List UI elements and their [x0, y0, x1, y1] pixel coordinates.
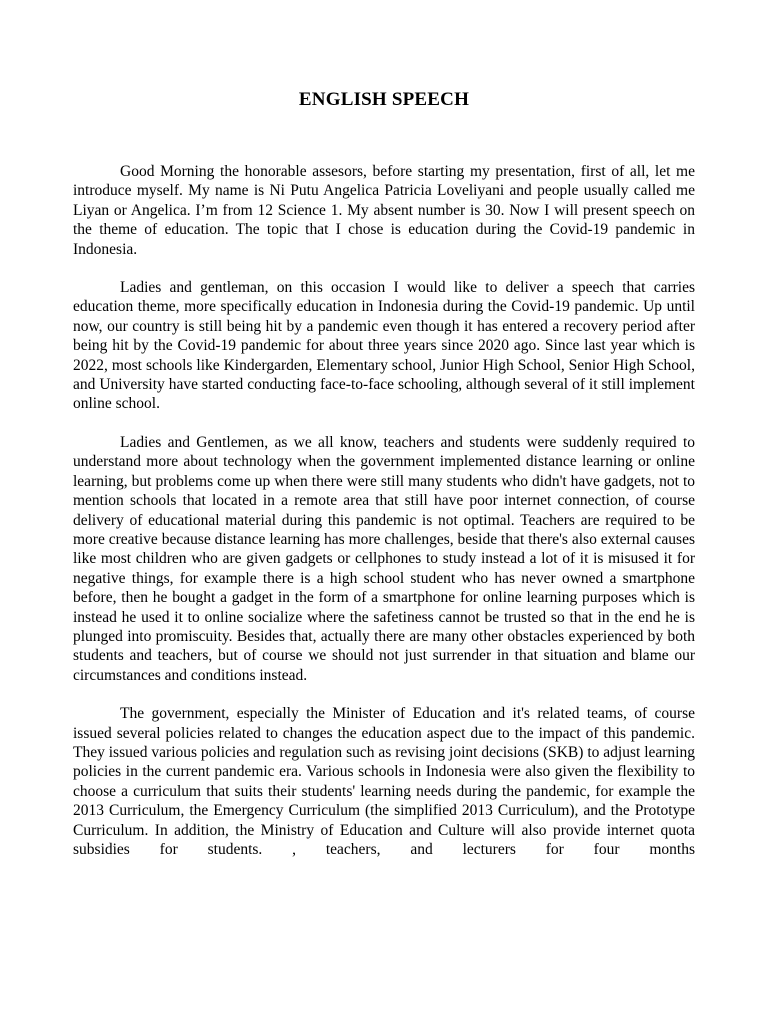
paragraph-government-policies: The government, especially the Minister of Education and it's related teams, of course issued several policies related to changes the education aspect due to the impact of this pandemic. They issued various policies and regulation such as revising joint decisions (SKB) to adjust learning policies in the current pandemic era. Various schools in Indonesia were also given the flexibility to choose a curriculum that suits their students' learning needs during the pandemic, for example the 2013 Curriculum, the Emergency Curriculum (the simplified 2013 Curriculum), and the Prototype Curriculum. In addition, the Ministry of Education and Culture will also provide internet quota subsidies for students. , teachers, and lecturers for four months	[73, 705, 695, 858]
paragraph-introduction: Good Morning the honorable assesors, before starting my presentation, first of all, let me introduce myself. My name is Ni Putu Angelica Patricia Loveliyani and people usually called me Liyan or Angelica. I’m from 12 Science 1. My absent number is 30. Now I will present speech on the theme of education. The topic that I chose is education during the Covid-19 pandemic in Indonesia.	[73, 163, 695, 258]
paragraph-pandemic-context: Ladies and gentleman, on this occasion I would like to deliver a speech that carries education theme, more specifically education in Indonesia during the Covid-19 pandemic. Up until now, our country is still being hit by a pandemic even though it has entered a recovery period after being hit by the Covid-19 pandemic for about three years since 2020 ago. Since last year which is 2022, most schools like Kindergarden, Elementary school, Junior High School, Senior High School, and University have started conducting face-to-face schooling, although several of it still implement online school.	[73, 279, 695, 413]
document-title: ENGLISH SPEECH	[298, 89, 470, 110]
document-body	[73, 162, 695, 859]
paragraph-online-learning-problems: Ladies and Gentlemen, as we all know, teachers and students were suddenly required to understand more about technology when the government implemented distance learning or online learning, but problems come up when there were still many students who didn't have gadgets, not to mention schools that located in a remote area that still have poor internet connection, of course delivery of educational material during this pandemic is not optimal. Teachers are required to be more creative because distance learning has more challenges, beside that there's also external causes like most children who are given gadgets or cellphones to study instead a lot of it is misused it for negative things, for example there is a high school student who has never owned a smartphone before, then he bought a gadget in the form of a smartphone for online learning purposes which is instead he used it to online socialize where the safetiness cannot be trusted so that in the end he is plunged into promiscuity. Besides that, actually there are many other obstacles experienced by both students and teachers, but of course we should not just surrender in that situation and blame our circumstances and conditions instead.	[73, 433, 695, 684]
